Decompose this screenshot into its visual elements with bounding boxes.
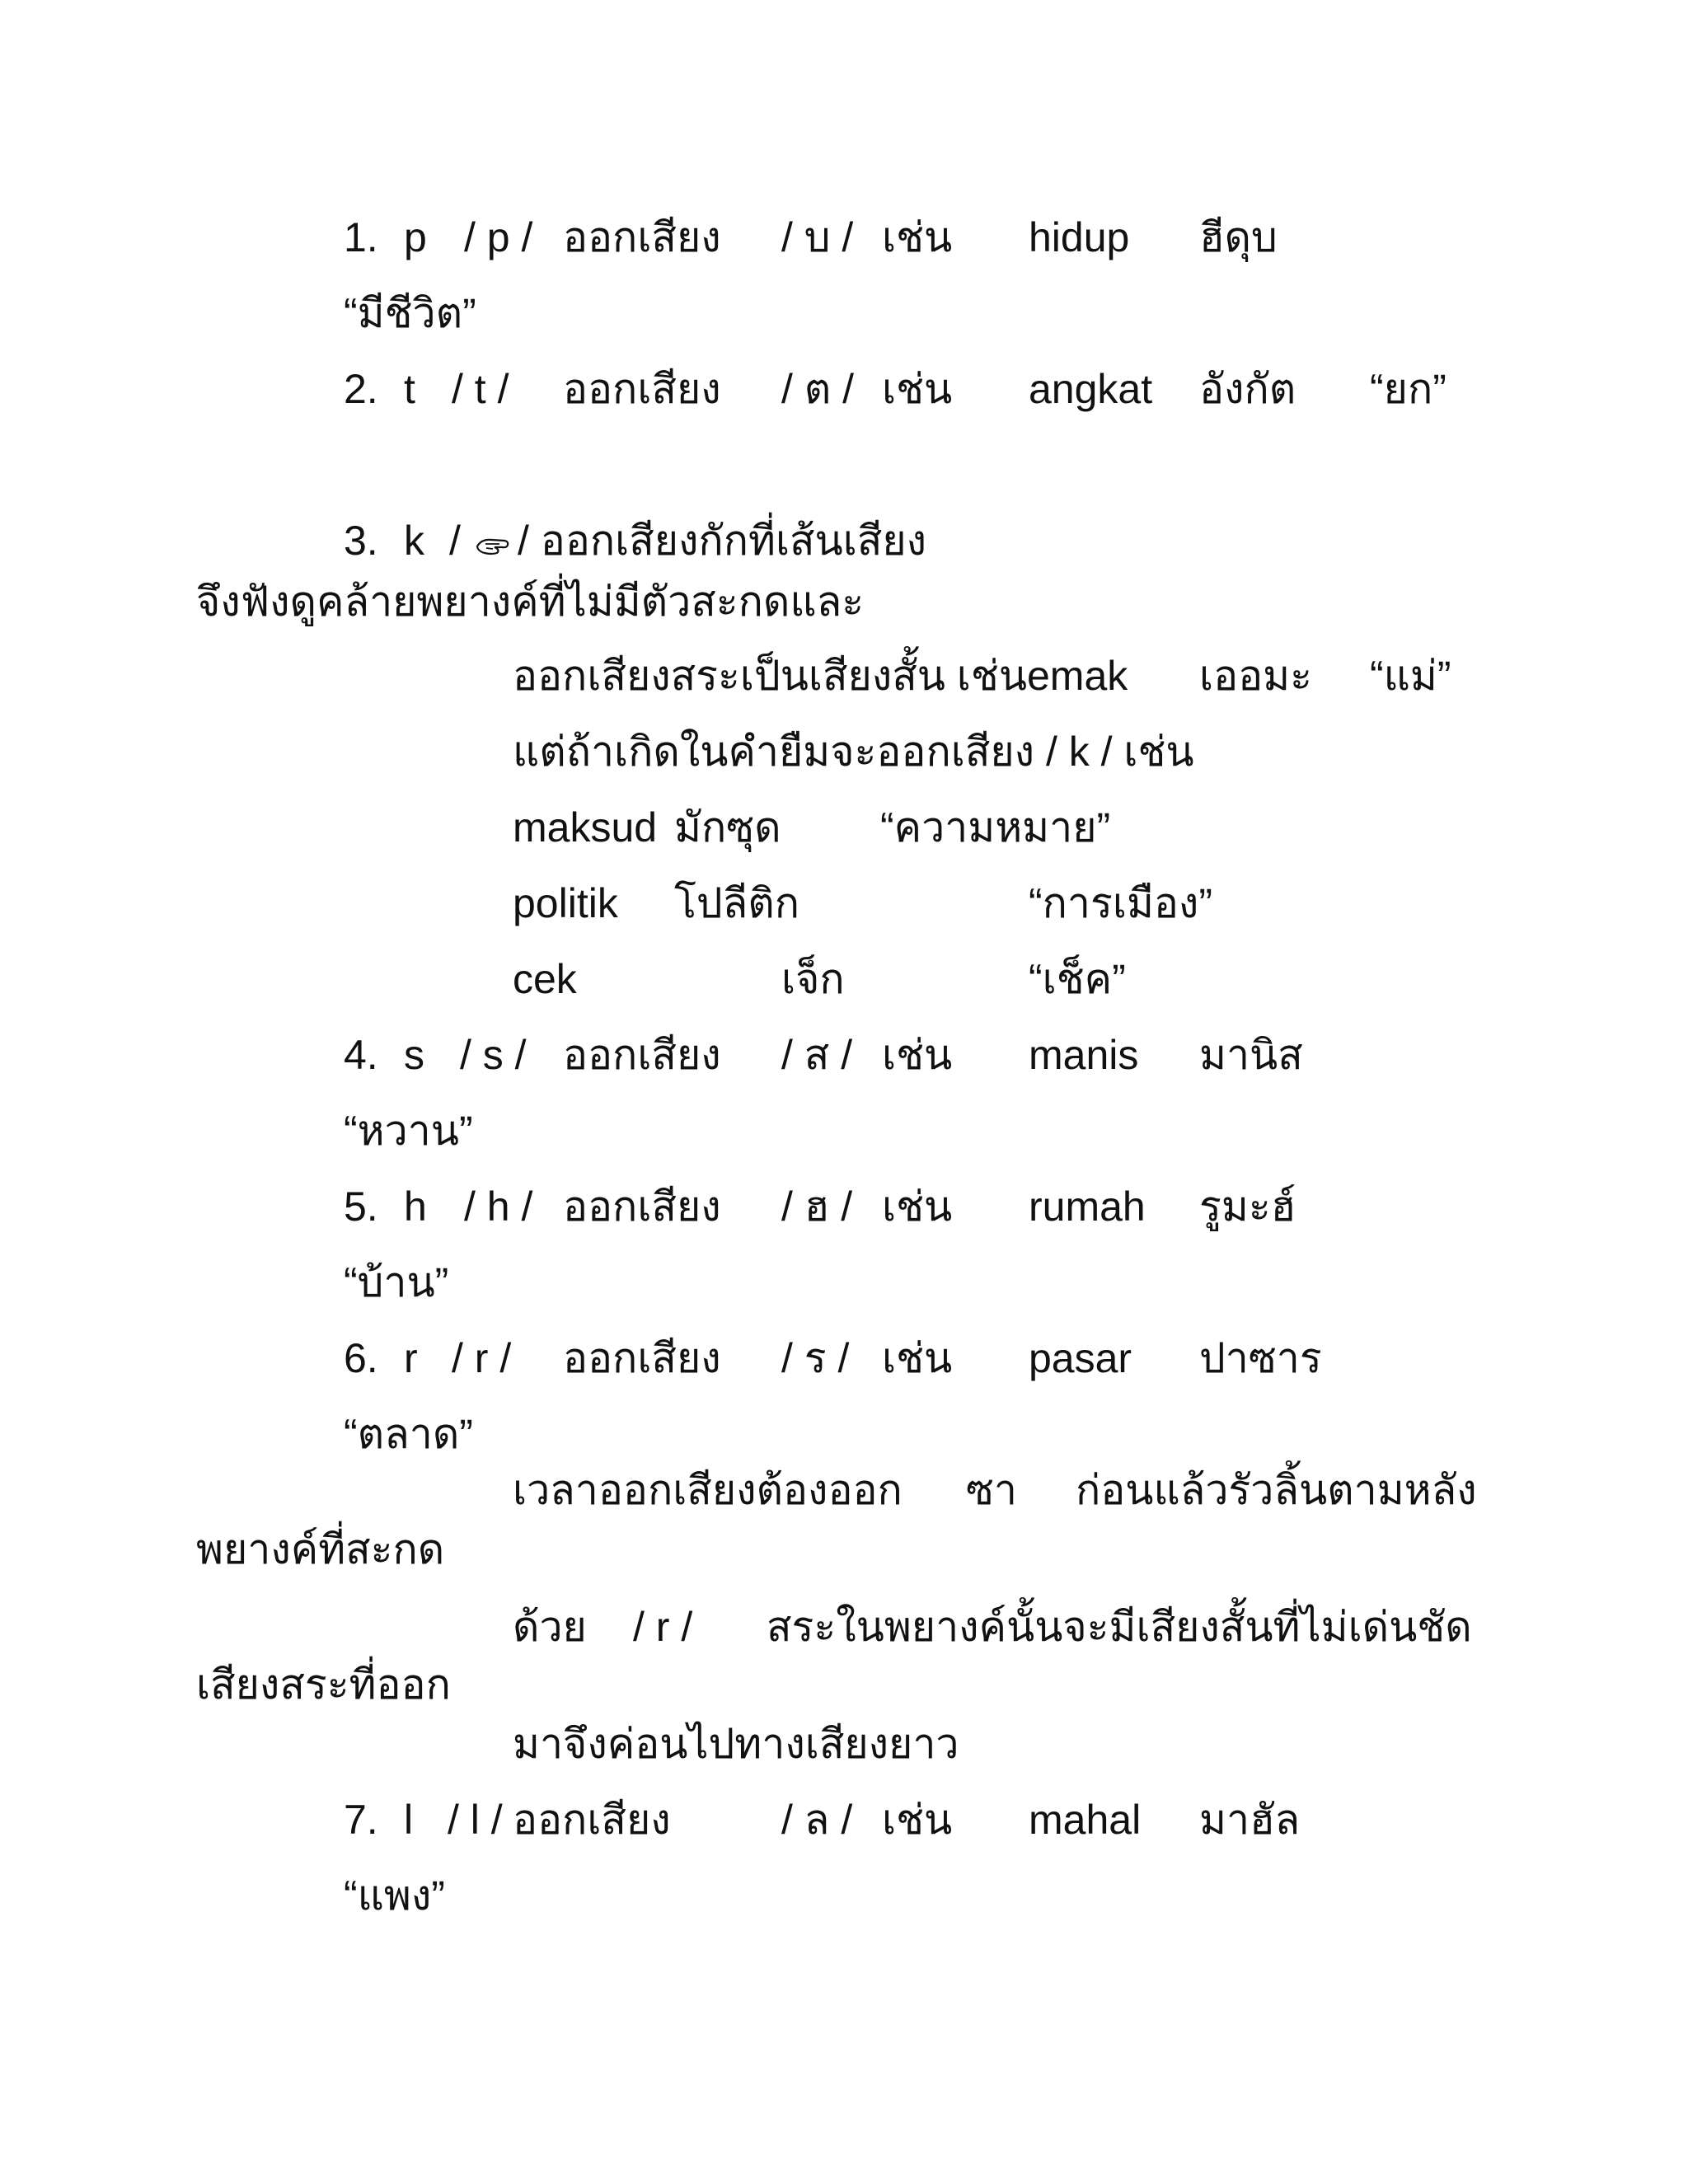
item-1-example-meaning: “มีชีวิต” [344,290,476,336]
item-4-such-as: เช่น [882,1032,953,1078]
item-1-thai-sound: / บ / [781,214,854,260]
item-7-letter: l [404,1797,414,1843]
item-5-thai-sound: / ฮ / [781,1183,853,1230]
item-2-letter: t [404,366,415,412]
item-6-note-line-4: เสียงสระที่ออก [196,1661,451,1708]
item-6-thai-sound: / ร / [781,1335,850,1381]
item-3-letter: k [404,518,424,564]
item-6-note-part-2: ก่อนแล้วรัวลิ้นตามหลัง [1076,1467,1477,1513]
loanword-2-meaning: “การเมือง” [1029,880,1212,926]
item-5-example-word: rumah [1029,1183,1146,1230]
item-6-phoneme: / r / [452,1335,512,1381]
item-5-verb: ออกเสียง [563,1183,721,1230]
item-6-note-line-3b: / r / [633,1604,693,1650]
item-6-note-part-1: เวลาออกเสียงต้องออก [513,1467,903,1513]
loanword-1-reading: มักซุด [674,804,781,851]
item-2-verb: ออกเสียง [563,366,721,412]
item-3-example-reading: เออมะ [1199,653,1312,699]
item-5-number: 5. [344,1183,378,1230]
loanword-1-meaning: “ความหมาย” [880,804,1111,851]
item-5-such-as: เช่น [882,1183,953,1230]
item-3-number: 3. [344,518,378,564]
item-3-slash: / [449,518,461,564]
item-1-verb: ออกเสียง [563,214,721,260]
item-7-thai-sound: / ล / [781,1797,853,1843]
item-3-description-cont: จึงฟังดูคล้ายพยางค์ที่ไม่มีตัวสะกดและ [196,579,865,625]
item-6-example-meaning: “ตลาด” [344,1411,473,1457]
item-4-letter: s [404,1032,424,1078]
item-6-note-line-3c: สระในพยางค์นั้นจะมีเสียงสั้นที่ไม่เด่นชัด [767,1604,1472,1650]
item-4-example-word: manis [1029,1032,1139,1078]
item-4-example-meaning: “หวาน” [344,1108,473,1154]
item-4-verb: ออกเสียง [563,1032,721,1078]
item-5-example-meaning: “บ้าน” [344,1259,449,1305]
item-5-letter: h [404,1183,427,1230]
item-3-short-vowel-text: ออกเสียงสระเป็นเสียงสั้น เช่นemak [513,653,1128,699]
item-5-example-reading: รูมะฮ์ [1199,1183,1296,1230]
item-2-thai-sound: / ต / [781,366,855,412]
item-7-example-reading: มาฮัล [1199,1797,1301,1843]
loanword-3-reading: เจ็ก [781,956,845,1002]
item-6-note-sa: ซา [966,1467,1018,1513]
item-7-such-as: เช่น [882,1797,953,1843]
loanword-3-meaning: “เช็ค” [1029,956,1126,1002]
item-2-phoneme: / t / [452,366,509,412]
item-1-example-reading: ฮีดุบ [1199,214,1278,260]
item-2-number: 2. [344,366,378,412]
item-6-letter: r [404,1335,418,1381]
item-3-example-meaning: “แม่” [1370,653,1451,699]
item-7-phoneme: / l / [448,1797,503,1843]
item-3-loanword-note: แต่ถ้าเกิดในคำยืมจะออกเสียง / k / เช่น [513,729,1194,775]
item-7-verb: ออกเสียง [513,1797,671,1843]
item-2-example-word: angkat [1029,366,1153,412]
glottal-stop-glyph-icon [475,535,511,556]
item-5-phoneme: / h / [464,1183,533,1230]
item-7-number: 7. [344,1797,378,1843]
item-1-number: 1. [344,214,378,260]
item-1-phoneme: / p / [464,214,533,260]
loanword-3-word: cek [513,956,577,1002]
item-1-such-as: เช่น [882,214,953,260]
item-1-letter: p [404,214,427,260]
item-1-example-word: hidup [1029,214,1130,260]
loanword-2-word: politik [513,880,618,926]
item-6-example-reading: ปาซาร [1199,1335,1322,1381]
item-2-example-meaning: “ยก” [1370,366,1447,412]
item-6-note-line-3a: ด้วย [513,1604,587,1650]
item-3-description: / ออกเสียงกักที่เส้นเสียง [518,518,927,564]
item-2-example-reading: อังกัต [1199,366,1296,412]
loanword-1-word: maksud [513,804,658,851]
item-7-example-word: mahal [1029,1797,1142,1843]
item-4-number: 4. [344,1032,378,1078]
item-6-such-as: เช่น [882,1335,953,1381]
item-4-thai-sound: / ส / [781,1032,853,1078]
item-6-note-line-5: มาจึงค่อนไปทางเสียงยาว [513,1721,959,1767]
item-4-phoneme: / s / [460,1032,527,1078]
item-2-such-as: เช่น [882,366,953,412]
item-6-example-word: pasar [1029,1335,1132,1381]
item-6-number: 6. [344,1335,378,1381]
item-4-example-reading: มานิส [1199,1032,1303,1078]
item-7-example-meaning: “แพง” [344,1872,445,1919]
item-6-verb: ออกเสียง [563,1335,721,1381]
loanword-2-reading: โปลีติก [674,880,799,926]
item-6-note-line-2: พยางค์ที่สะกด [196,1526,445,1572]
